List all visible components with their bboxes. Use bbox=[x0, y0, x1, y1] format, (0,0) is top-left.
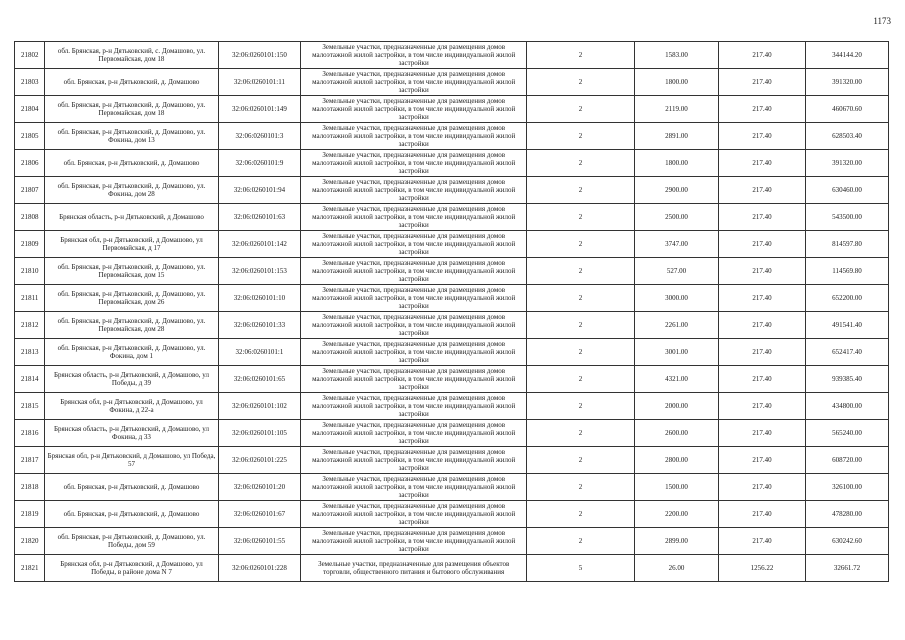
address-cell: Брянская обл, р-н Дятьковский, д Домашово, ул Фокина, д 22-а bbox=[45, 393, 218, 420]
table-row bbox=[15, 258, 889, 285]
cadastral-value-cell: 391320.00 bbox=[806, 69, 889, 96]
land-use-cell: Земельные участки, предназначенные для размещения домов малоэтажной жилой застройки, в том числе индивидуальной жилой застройки bbox=[301, 528, 527, 555]
use-code-cell: 2 bbox=[526, 150, 634, 177]
address-cell: обл. Брянская, р-н Дятьковский, д. Домашово, ул. Первомайская, дом 18 bbox=[45, 96, 218, 123]
table-row bbox=[15, 366, 889, 393]
use-code-cell: 2 bbox=[526, 447, 634, 474]
row-number-cell: 21814 bbox=[15, 366, 45, 393]
address-cell: Брянская обл, р-н Дятьковский, д Домашово, ул Победа, 57 bbox=[45, 447, 218, 474]
address-cell: обл. Брянская, р-н Дятьковский, д. Домашово, ул. Фокина, дом 1 bbox=[45, 339, 218, 366]
row-number-cell: 21812 bbox=[15, 312, 45, 339]
rate-cell: 217.40 bbox=[718, 393, 805, 420]
address-cell: обл. Брянская, р-н Дятьковский, д. Домашово, ул. Первомайская, дом 15 bbox=[45, 258, 218, 285]
area-cell: 1800.00 bbox=[635, 69, 719, 96]
area-cell: 1583.00 bbox=[635, 42, 719, 69]
area-cell: 2891.00 bbox=[635, 123, 719, 150]
row-number-cell: 21810 bbox=[15, 258, 45, 285]
land-use-cell: Земельные участки, предназначенные для размещения домов малоэтажной жилой застройки, в том числе индивидуальной жилой застройки bbox=[301, 231, 527, 258]
land-use-cell: Земельные участки, предназначенные для размещения домов малоэтажной жилой застройки, в том числе индивидуальной жилой застройки bbox=[301, 393, 527, 420]
address-cell: обл. Брянская, р-н Дятьковский, д. Домашово bbox=[45, 150, 218, 177]
rate-cell: 217.40 bbox=[718, 420, 805, 447]
area-cell: 2800.00 bbox=[635, 447, 719, 474]
cadastral-number-cell: 32:06:0260101:94 bbox=[218, 177, 301, 204]
table-row bbox=[15, 231, 889, 258]
area-cell: 3747.00 bbox=[635, 231, 719, 258]
area-cell: 2899.00 bbox=[635, 528, 719, 555]
address-cell: Брянская обл, р-н Дятьковский, д Домашово, ул Победы, в районе дома N 7 bbox=[45, 555, 218, 582]
table-row bbox=[15, 420, 889, 447]
use-code-cell: 2 bbox=[526, 474, 634, 501]
rate-cell: 217.40 bbox=[718, 258, 805, 285]
land-use-cell: Земельные участки, предназначенные для размещения домов малоэтажной жилой застройки, в том числе индивидуальной жилой застройки bbox=[301, 258, 527, 285]
rate-cell: 217.40 bbox=[718, 231, 805, 258]
land-use-cell: Земельные участки, предназначенные для размещения домов малоэтажной жилой застройки, в том числе индивидуальной жилой застройки bbox=[301, 285, 527, 312]
area-cell: 4321.00 bbox=[635, 366, 719, 393]
row-number-cell: 21818 bbox=[15, 474, 45, 501]
table-row bbox=[15, 528, 889, 555]
use-code-cell: 2 bbox=[526, 123, 634, 150]
row-number-cell: 21807 bbox=[15, 177, 45, 204]
rate-cell: 217.40 bbox=[718, 501, 805, 528]
table-row bbox=[15, 393, 889, 420]
area-cell: 527.00 bbox=[635, 258, 719, 285]
land-use-cell: Земельные участки, предназначенные для размещения домов малоэтажной жилой застройки, в том числе индивидуальной жилой застройки bbox=[301, 69, 527, 96]
row-number-cell: 21806 bbox=[15, 150, 45, 177]
address-cell: Брянская область, р-н Дятьковский, д Домашово, ул Победы, д 39 bbox=[45, 366, 218, 393]
address-cell: обл. Брянская, р-н Дятьковский, д. Домашово bbox=[45, 474, 218, 501]
land-use-cell: Земельные участки, предназначенные для размещения домов малоэтажной жилой застройки, в том числе индивидуальной жилой застройки bbox=[301, 366, 527, 393]
rate-cell: 217.40 bbox=[718, 123, 805, 150]
address-cell: обл. Брянская, р-н Дятьковский, д. Домашово, ул. Первомайская, дом 26 bbox=[45, 285, 218, 312]
use-code-cell: 5 bbox=[526, 555, 634, 582]
cadastral-value-cell: 652200.00 bbox=[806, 285, 889, 312]
cadastral-value-cell: 565240.00 bbox=[806, 420, 889, 447]
cadastral-number-cell: 32:06:0260101:142 bbox=[218, 231, 301, 258]
table-row bbox=[15, 285, 889, 312]
address-cell: Брянская обл, р-н Дятьковский, д Домашово, ул Первомайская, д 17 bbox=[45, 231, 218, 258]
address-cell: Брянская область, р-н Дятьковский, д Домашово bbox=[45, 204, 218, 231]
table-row bbox=[15, 204, 889, 231]
rate-cell: 217.40 bbox=[718, 528, 805, 555]
land-use-cell: Земельные участки, предназначенные для размещения домов малоэтажной жилой застройки, в том числе индивидуальной жилой застройки bbox=[301, 204, 527, 231]
row-number-cell: 21803 bbox=[15, 69, 45, 96]
table-row bbox=[15, 447, 889, 474]
area-cell: 3001.00 bbox=[635, 339, 719, 366]
row-number-cell: 21816 bbox=[15, 420, 45, 447]
row-number-cell: 21811 bbox=[15, 285, 45, 312]
use-code-cell: 2 bbox=[526, 96, 634, 123]
address-cell: обл. Брянская, р-н Дятьковский, д. Домашово, ул. Фокина, дом 13 bbox=[45, 123, 218, 150]
area-cell: 2500.00 bbox=[635, 204, 719, 231]
cadastral-number-cell: 32:06:0260101:20 bbox=[218, 474, 301, 501]
cadastral-number-cell: 32:06:0260101:105 bbox=[218, 420, 301, 447]
area-cell: 1500.00 bbox=[635, 474, 719, 501]
row-number-cell: 21820 bbox=[15, 528, 45, 555]
cadastral-value-cell: 32661.72 bbox=[806, 555, 889, 582]
rate-cell: 217.40 bbox=[718, 42, 805, 69]
address-cell: обл. Брянская, р-н Дятьковский, д. Домашово, ул. Фокина, дом 28 bbox=[45, 177, 218, 204]
table-row bbox=[15, 42, 889, 69]
address-cell: обл. Брянская, р-н Дятьковский, с. Домашово, ул. Первомайская, дом 18 bbox=[45, 42, 218, 69]
cadastral-value-cell: 814597.80 bbox=[806, 231, 889, 258]
row-number-cell: 21808 bbox=[15, 204, 45, 231]
use-code-cell: 2 bbox=[526, 42, 634, 69]
row-number-cell: 21802 bbox=[15, 42, 45, 69]
cadastral-value-cell: 628503.40 bbox=[806, 123, 889, 150]
page-number: 1173 bbox=[873, 16, 891, 26]
area-cell: 2900.00 bbox=[635, 177, 719, 204]
cadastral-value-cell: 391320.00 bbox=[806, 150, 889, 177]
use-code-cell: 2 bbox=[526, 420, 634, 447]
rate-cell: 217.40 bbox=[718, 339, 805, 366]
cadastral-value-cell: 478280.00 bbox=[806, 501, 889, 528]
cadastral-value-cell: 608720.00 bbox=[806, 447, 889, 474]
land-use-cell: Земельные участки, предназначенные для размещения домов малоэтажной жилой застройки, в том числе индивидуальной жилой застройки bbox=[301, 501, 527, 528]
use-code-cell: 2 bbox=[526, 204, 634, 231]
cadastral-number-cell: 32:06:0260101:153 bbox=[218, 258, 301, 285]
area-cell: 1800.00 bbox=[635, 150, 719, 177]
cadastral-number-cell: 32:06:0260101:3 bbox=[218, 123, 301, 150]
address-cell: Брянская область, р-н Дятьковский, д Домашово, ул Фокина, д 33 bbox=[45, 420, 218, 447]
address-cell: обл. Брянская, р-н Дятьковский, д. Домашово bbox=[45, 501, 218, 528]
use-code-cell: 2 bbox=[526, 528, 634, 555]
land-use-cell: Земельные участки, предназначенные для размещения домов малоэтажной жилой застройки, в том числе индивидуальной жилой застройки bbox=[301, 150, 527, 177]
rate-cell: 217.40 bbox=[718, 204, 805, 231]
cadastral-number-cell: 32:06:0260101:65 bbox=[218, 366, 301, 393]
address-cell: обл. Брянская, р-н Дятьковский, д. Домашово, ул. Победы, дом 59 bbox=[45, 528, 218, 555]
cadastral-number-cell: 32:06:0260101:225 bbox=[218, 447, 301, 474]
land-use-cell: Земельные участки, предназначенные для размещения домов малоэтажной жилой застройки, в том числе индивидуальной жилой застройки bbox=[301, 42, 527, 69]
use-code-cell: 2 bbox=[526, 177, 634, 204]
rate-cell: 217.40 bbox=[718, 447, 805, 474]
use-code-cell: 2 bbox=[526, 69, 634, 96]
use-code-cell: 2 bbox=[526, 393, 634, 420]
address-cell: обл. Брянская, р-н Дятьковский, д. Домашово bbox=[45, 69, 218, 96]
cadastral-number-cell: 32:06:0260101:150 bbox=[218, 42, 301, 69]
rate-cell: 217.40 bbox=[718, 366, 805, 393]
table-row bbox=[15, 177, 889, 204]
area-cell: 2000.00 bbox=[635, 393, 719, 420]
land-use-cell: Земельные участки, предназначенные для размещения домов малоэтажной жилой застройки, в том числе индивидуальной жилой застройки bbox=[301, 420, 527, 447]
cadastral-value-cell: 326100.00 bbox=[806, 474, 889, 501]
table-row bbox=[15, 312, 889, 339]
land-use-cell: Земельные участки, предназначенные для размещения домов малоэтажной жилой застройки, в том числе индивидуальной жилой застройки bbox=[301, 474, 527, 501]
cadastral-number-cell: 32:06:0260101:55 bbox=[218, 528, 301, 555]
rate-cell: 1256.22 bbox=[718, 555, 805, 582]
use-code-cell: 2 bbox=[526, 339, 634, 366]
cadastral-value-cell: 939385.40 bbox=[806, 366, 889, 393]
cadastral-value-cell: 460670.60 bbox=[806, 96, 889, 123]
cadastral-number-cell: 32:06:0260101:228 bbox=[218, 555, 301, 582]
use-code-cell: 2 bbox=[526, 501, 634, 528]
use-code-cell: 2 bbox=[526, 285, 634, 312]
rate-cell: 217.40 bbox=[718, 177, 805, 204]
row-number-cell: 21804 bbox=[15, 96, 45, 123]
rate-cell: 217.40 bbox=[718, 96, 805, 123]
rate-cell: 217.40 bbox=[718, 150, 805, 177]
land-use-cell: Земельные участки, предназначенные для размещения домов малоэтажной жилой застройки, в том числе индивидуальной жилой застройки bbox=[301, 312, 527, 339]
area-cell: 2119.00 bbox=[635, 96, 719, 123]
address-cell: обл. Брянская, р-н Дятьковский, д. Домашово, ул. Первомайская, дом 28 bbox=[45, 312, 218, 339]
area-cell: 26.00 bbox=[635, 555, 719, 582]
area-cell: 2600.00 bbox=[635, 420, 719, 447]
cadastral-number-cell: 32:06:0260101:11 bbox=[218, 69, 301, 96]
cadastral-number-cell: 32:06:0260101:67 bbox=[218, 501, 301, 528]
cadastral-number-cell: 32:06:0260101:102 bbox=[218, 393, 301, 420]
cadastral-value-cell: 491541.40 bbox=[806, 312, 889, 339]
area-cell: 3000.00 bbox=[635, 285, 719, 312]
use-code-cell: 2 bbox=[526, 366, 634, 393]
row-number-cell: 21815 bbox=[15, 393, 45, 420]
table-row bbox=[15, 123, 889, 150]
use-code-cell: 2 bbox=[526, 258, 634, 285]
land-use-cell: Земельные участки, предназначенные для размещения домов малоэтажной жилой застройки, в том числе индивидуальной жилой застройки bbox=[301, 447, 527, 474]
area-cell: 2200.00 bbox=[635, 501, 719, 528]
cadastral-number-cell: 32:06:0260101:1 bbox=[218, 339, 301, 366]
table-row bbox=[15, 96, 889, 123]
row-number-cell: 21813 bbox=[15, 339, 45, 366]
cadastral-value-cell: 652417.40 bbox=[806, 339, 889, 366]
cadastral-number-cell: 32:06:0260101:9 bbox=[218, 150, 301, 177]
rate-cell: 217.40 bbox=[718, 285, 805, 312]
rate-cell: 217.40 bbox=[718, 69, 805, 96]
land-use-cell: Земельные участки, предназначенные для размещения домов малоэтажной жилой застройки, в том числе индивидуальной жилой застройки bbox=[301, 177, 527, 204]
table-body bbox=[15, 42, 889, 582]
cadastral-number-cell: 32:06:0260101:149 bbox=[218, 96, 301, 123]
area-cell: 2261.00 bbox=[635, 312, 719, 339]
table-row bbox=[15, 69, 889, 96]
row-number-cell: 21817 bbox=[15, 447, 45, 474]
table-row bbox=[15, 474, 889, 501]
use-code-cell: 2 bbox=[526, 312, 634, 339]
land-use-cell: Земельные участки, предназначенные для размещения домов малоэтажной жилой застройки, в том числе индивидуальной жилой застройки bbox=[301, 96, 527, 123]
land-use-cell: Земельные участки, предназначенные для размещения объектов торговли, общественного питания и бытового обслуживания bbox=[301, 555, 527, 582]
cadastral-value-cell: 434800.00 bbox=[806, 393, 889, 420]
table-row bbox=[15, 150, 889, 177]
cadastral-value-cell: 543500.00 bbox=[806, 204, 889, 231]
rate-cell: 217.40 bbox=[718, 474, 805, 501]
cadastral-value-cell: 630460.00 bbox=[806, 177, 889, 204]
land-use-cell: Земельные участки, предназначенные для размещения домов малоэтажной жилой застройки, в том числе индивидуальной жилой застройки bbox=[301, 339, 527, 366]
table-row bbox=[15, 501, 889, 528]
row-number-cell: 21805 bbox=[15, 123, 45, 150]
table-row bbox=[15, 339, 889, 366]
land-use-cell: Земельные участки, предназначенные для размещения домов малоэтажной жилой застройки, в том числе индивидуальной жилой застройки bbox=[301, 123, 527, 150]
row-number-cell: 21809 bbox=[15, 231, 45, 258]
row-number-cell: 21819 bbox=[15, 501, 45, 528]
rate-cell: 217.40 bbox=[718, 312, 805, 339]
cadastral-value-cell: 344144.20 bbox=[806, 42, 889, 69]
cadastral-number-cell: 32:06:0260101:63 bbox=[218, 204, 301, 231]
row-number-cell: 21821 bbox=[15, 555, 45, 582]
cadastral-value-cell: 114569.80 bbox=[806, 258, 889, 285]
cadastral-value-cell: 630242.60 bbox=[806, 528, 889, 555]
table-row bbox=[15, 555, 889, 582]
cadastral-number-cell: 32:06:0260101:10 bbox=[218, 285, 301, 312]
use-code-cell: 2 bbox=[526, 231, 634, 258]
land-plots-table bbox=[14, 41, 889, 582]
cadastral-number-cell: 32:06:0260101:33 bbox=[218, 312, 301, 339]
